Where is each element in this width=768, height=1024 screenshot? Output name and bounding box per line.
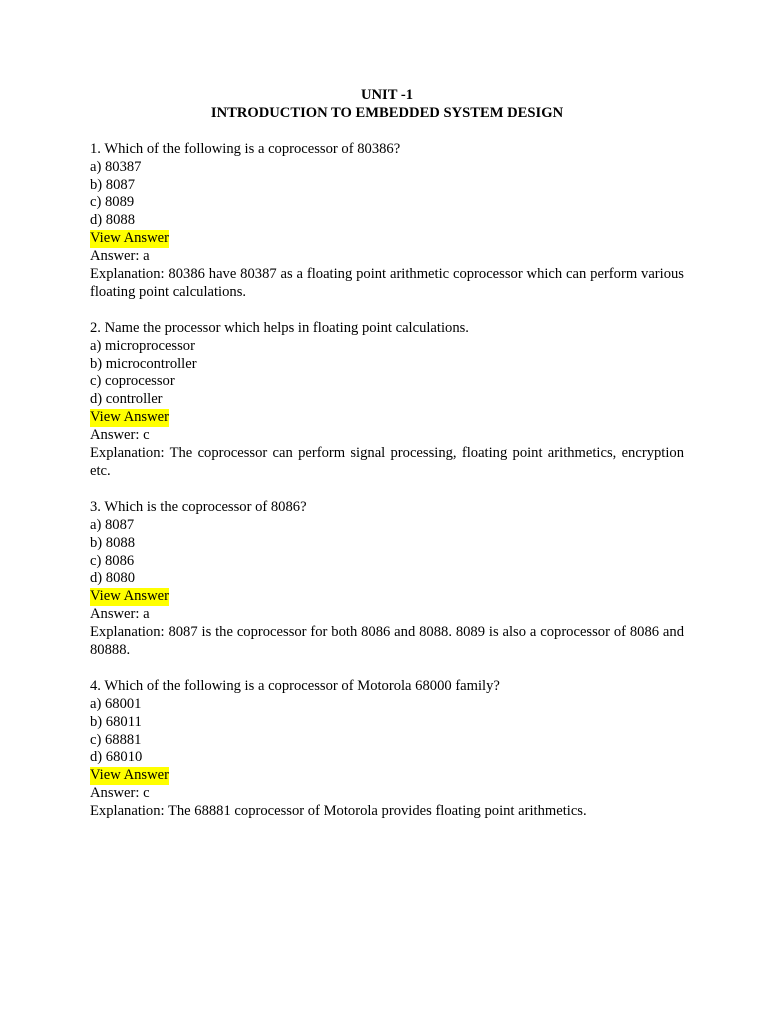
option-d: d) 8080 <box>90 570 135 587</box>
question-block-4 <box>90 678 684 821</box>
question-text: 4. Which of the following is a coprocessor of Motorola 68000 family? <box>90 677 500 694</box>
document-page <box>90 87 684 839</box>
answer-text: Answer: a <box>90 606 150 623</box>
view-answer-button[interactable]: View Answer <box>90 409 169 426</box>
question-list <box>90 141 684 821</box>
option-a: a) microprocessor <box>90 337 195 354</box>
answer-text: Answer: c <box>90 427 150 444</box>
view-answer-button[interactable]: View Answer <box>90 588 169 605</box>
view-answer-button[interactable]: View Answer <box>90 767 169 784</box>
option-c: c) 8089 <box>90 194 135 211</box>
option-a: a) 8087 <box>90 516 135 533</box>
option-b: b) 8088 <box>90 534 135 551</box>
explanation-text: Explanation: The coprocessor can perform signal processing, floating point arithmetics, encryption etc. <box>90 445 684 479</box>
option-list <box>90 338 684 410</box>
question-text: 1. Which of the following is a coprocessor of 80386? <box>90 140 401 157</box>
option-c: c) coprocessor <box>90 373 175 390</box>
option-b: b) 8087 <box>90 176 135 193</box>
question-block-1 <box>90 141 684 302</box>
option-list <box>90 159 684 231</box>
question-block-2 <box>90 320 684 481</box>
question-text: 3. Which is the coprocessor of 8086? <box>90 498 307 515</box>
document-title: INTRODUCTION TO EMBEDDED SYSTEM DESIGN <box>210 104 564 121</box>
question-block-3 <box>90 499 684 660</box>
option-d: d) 8088 <box>90 212 135 229</box>
answer-text: Answer: c <box>90 785 150 802</box>
explanation-text: Explanation: The 68881 coprocessor of Motorola provides floating point arithmetics. <box>90 803 587 820</box>
option-d: d) 68010 <box>90 749 143 766</box>
option-b: b) 68011 <box>90 713 142 730</box>
option-list <box>90 517 684 589</box>
option-a: a) 80387 <box>90 158 142 175</box>
question-text: 2. Name the processor which helps in floating point calculations. <box>90 319 469 336</box>
option-c: c) 68881 <box>90 731 142 748</box>
view-answer-button[interactable]: View Answer <box>90 230 169 247</box>
option-c: c) 8086 <box>90 552 135 569</box>
option-b: b) microcontroller <box>90 355 197 372</box>
explanation-text: Explanation: 80386 have 80387 as a floating point arithmetic coprocessor which can perform various floating point calculations. <box>90 266 684 300</box>
unit-heading: UNIT -1 <box>360 87 414 103</box>
option-list <box>90 696 684 768</box>
option-d: d) controller <box>90 391 163 408</box>
explanation-text: Explanation: 8087 is the coprocessor for both 8086 and 8088. 8089 is also a coprocessor of 8086 and 80888. <box>90 624 684 659</box>
option-a: a) 68001 <box>90 695 142 712</box>
answer-text: Answer: a <box>90 248 150 265</box>
